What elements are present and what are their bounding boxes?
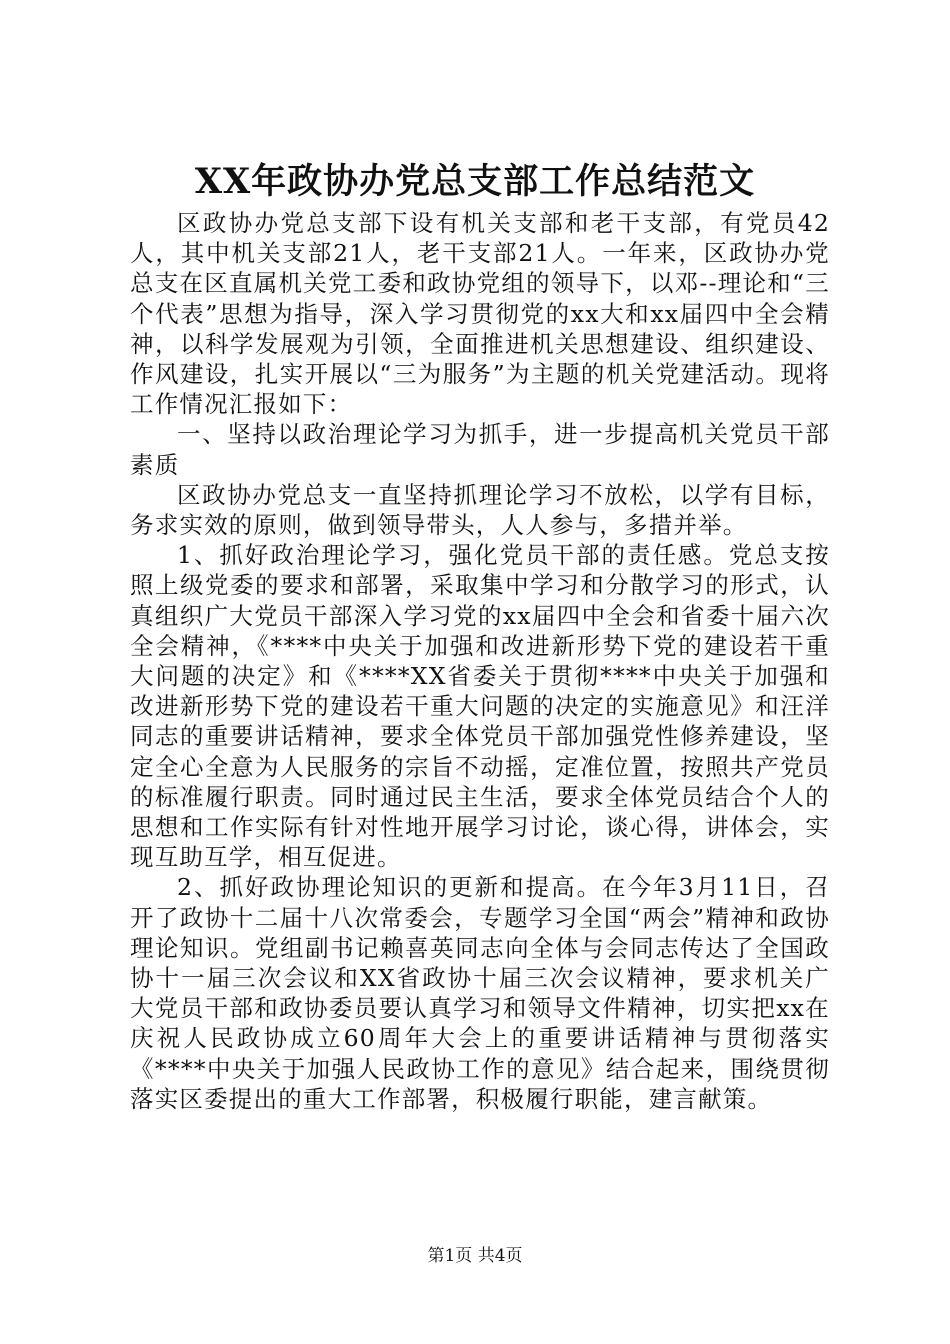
paragraph-section-1-intro: 区政协办党总支一直坚持抓理论学习不放松，以学有目标，务求实效的原则，做到领导带头，人人参与，多措并举。 xyxy=(130,480,830,540)
page-number: 第1页 共4页 xyxy=(427,1246,523,1266)
paragraph-intro: 区政协办党总支部下设有机关支部和老干支部，有党员42人，其中机关支部21人，老干支部21人。一年来，区政协办党总支在区直属机关党工委和政协党组的领导下，以邓--理论和“三个代表”思想为指导，深入学习贯彻党的xx大和xx届四中全会精神，以科学发展观为引领，全面推进机关思想建设、组织建设、作风建设，扎实开展以“三为服务”为主题的机关党建活动。现将工作情况汇报如下： xyxy=(130,209,830,419)
section-heading-1: 一、坚持以政治理论学习为抓手，进一步提高机关党员干部素质 xyxy=(130,420,830,479)
paragraph-item-2: 2、抓好政协理论知识的更新和提高。在今年3月11日，召开了政协十二届十八次常委会，专题学习全国“两会”精神和政协理论知识。党组副书记赖喜英同志向全体与会同志传达了全国政协十一届三次会议和XX省政协十届三次会议精神，要求机关广大党员干部和政协委员要认真学习和领导文件精神，切实把xx在庆祝人民政协成立60周年大会上的重要讲话精神与贯彻落实《****中央关于加强人民政协工作的意见》结合起来，围绕贯彻落实区委提出的重大工作部署，积极履行职能，建言献策。 xyxy=(130,873,830,1113)
document-body xyxy=(130,208,830,1114)
document-title: XX年政协办党总支部工作总结范文 xyxy=(194,161,756,202)
paragraph-item-1: 1、抓好政治理论学习，强化党员干部的责任感。党总支按照上级党委的要求和部署，采取集中学习和分散学习的形式，认真组织广大党员干部深入学习党的xx届四中全会和省委十届六次全会精神，《****中央关于加强和改进新形势下党的建设若干重大问题的决定》和《****XX省委关于贯彻****中央关于加强和改进新形势下党的建设若干重大问题的决定的实施意见》和汪洋同志的重要讲话精神，要求全体党员干部加强党性修养建设，坚定全心全意为人民服务的宗旨不动摇，定准位置，按照共产党员的标准履行职责。同时通过民主生活，要求全体党员结合个人的思想和工作实际有针对性地开展学习讨论，谈心得，讲体会，实现互助互学，相互促进。 xyxy=(130,541,830,872)
